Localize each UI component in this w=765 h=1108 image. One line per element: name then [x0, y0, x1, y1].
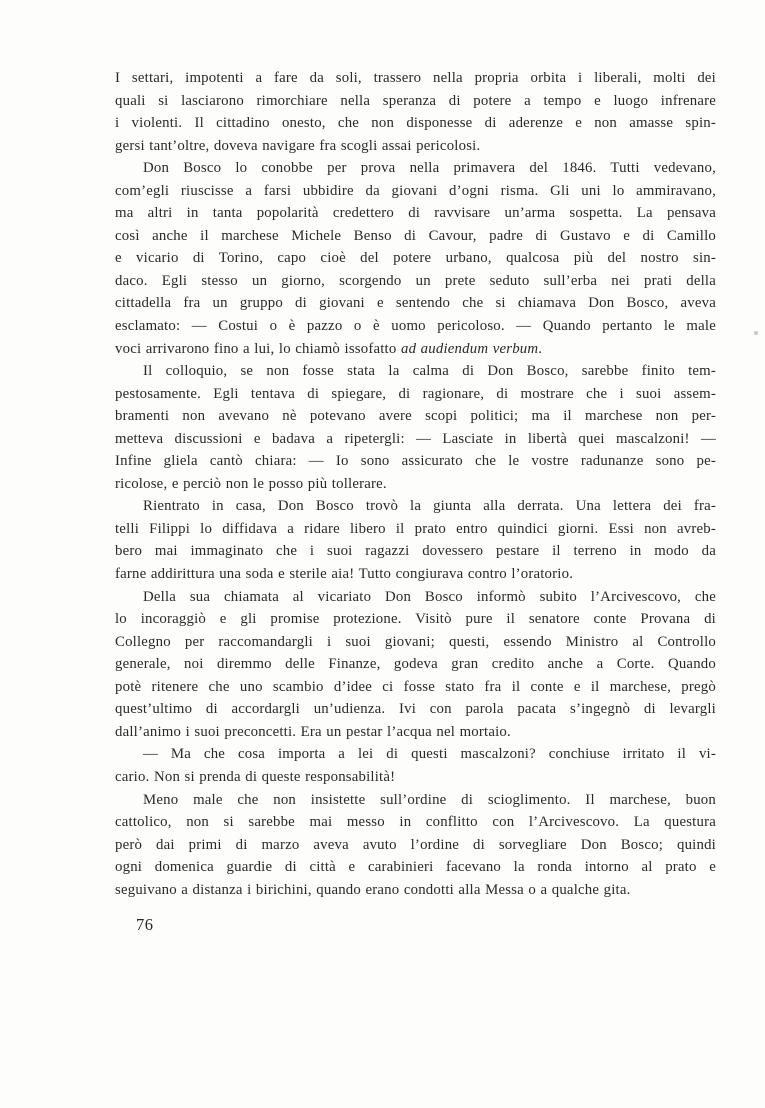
text-line: e vicario di Torino, capo cioè del potere urbano, qualcosa più del nostro sin- — [115, 250, 716, 267]
text-line: daco. Egli stesso un giorno, scorgendo un prete seduto sull’erba nei prati della — [115, 272, 716, 289]
scan-speck-artifact — [754, 331, 758, 335]
text-line: bero mai immaginato che i suoi ragazzi dovessero pestare il terreno in modo da — [115, 543, 716, 560]
text-line: quali si lasciarono rimorchiare nella speranza di potere a tempo e luogo infrenare — [115, 92, 716, 109]
paragraph — [115, 743, 716, 788]
text-line: cario. Non si prenda di queste responsabilità! — [115, 768, 396, 785]
paragraph — [115, 789, 716, 902]
text-segment: . — [538, 340, 543, 357]
paragraph — [115, 495, 716, 585]
text-line: gersi tant’oltre, doveva navigare fra scogli assai pericolosi. — [115, 137, 481, 154]
paragraph — [115, 360, 716, 495]
text-line: Il colloquio, se non fosse stata la calma di Don Bosco, sarebbe finito tem- — [143, 363, 716, 380]
text-line: esclamato: — Costui o è pazzo o è uomo pericoloso. — Quando pertanto le male — [115, 318, 716, 335]
paragraph — [115, 586, 716, 744]
text-segment: voci arrivarono fino a lui, lo chiamò issofatto — [115, 340, 401, 357]
text-line: generale, noi diremmo delle Finanze, godeva gran credito anche a Corte. Quando — [115, 656, 716, 673]
text-line: Collegno per raccomandargli i suoi giovani; questi, essendo Ministro al Controllo — [115, 633, 716, 650]
text-line: Della sua chiamata al vicariato Don Bosco informò subito l’Arcivescovo, che — [143, 588, 716, 605]
text-line: però dai primi di marzo aveva avuto l’ordine di sorvegliare Don Bosco; quindi — [115, 836, 716, 853]
text-line: farne addirittura una soda e sterile aia! Tutto congiurava contro l’oratorio. — [115, 566, 574, 583]
paragraph — [115, 67, 716, 157]
text-line: cittadella fra un gruppo di giovani e sentendo che si chiamava Don Bosco, aveva — [115, 295, 716, 312]
text-line: Don Bosco lo conobbe per prova nella primavera del 1846. Tutti vedevano, — [143, 160, 716, 177]
text-line: Infine gliela cantò chiara: — Io sono assicurato che le vostre radunanze sono pe- — [115, 453, 716, 470]
text-line: ma altri in tanta popolarità credettero di ravvisare un’arma sospetta. La pensava — [115, 205, 716, 222]
text-block — [115, 67, 716, 901]
text-line: Rientrato in casa, Don Bosco trovò la giunta alla derrata. Una lettera dei fra- — [143, 498, 716, 515]
text-line: ricolose, e perciò non le posso più tollerare. — [115, 475, 387, 492]
text-line: metteva discussioni e badava a ripetergli: — Lasciate in libertà quei mascalzoni! — — [115, 430, 716, 447]
text-line: dall’animo i suoi preconcetti. Era un pestar l’acqua nel mortaio. — [115, 723, 511, 740]
text-line: quest’ultimo di accordargli un’udienza. Ivi con parola pacata s’ingegnò di levargli — [115, 701, 716, 718]
page-number: 76 — [136, 915, 154, 934]
text-line: seguivano a distanza i birichini, quando erano condotti alla Messa o a qualche gita. — [115, 881, 631, 898]
text-line: Meno male che non insistette sull’ordine di scioglimento. Il marchese, buon — [143, 791, 716, 808]
text-line: potè ritenere che uno scambio d’idee ci fosse stato fra il conte e il marchese, pregò — [115, 678, 716, 695]
text-line: lo incoraggiò e gli promise protezione. Visitò pure il senatore conte Provana di — [115, 611, 716, 628]
text-line: I settari, impotenti a fare da soli, trassero nella propria orbita i liberali, molti dei — [115, 70, 716, 86]
text-line: cattolico, non si sarebbe mai messo in conflitto con l’Arcivescovo. La questura — [115, 814, 716, 831]
text-line — [115, 338, 716, 361]
text-line: telli Filippi lo diffidava a ridare libero il prato entro quindici giorni. Essi non avreb- — [115, 520, 716, 537]
text-line: — Ma che cosa importa a lei di questi mascalzoni? conchiuse irritato il vi- — [143, 746, 716, 763]
italic-latin-phrase: ad audiendum verbum — [400, 340, 539, 357]
text-line: com’egli riuscisse a farsi ubbidire da giovani d’ogni risma. Gli uni lo ammiravano, — [115, 182, 716, 199]
paragraph — [115, 157, 716, 360]
text-line: bramenti non avevano nè potevano avere scopi politici; ma il marchese non per- — [115, 408, 716, 425]
text-line: ogni domenica guardie di città e carabinieri facevano la ronda intorno al prato e — [115, 859, 716, 876]
text-line: pestosamente. Egli tentava di spiegare, di ragionare, di mostrare che i suoi assem- — [115, 385, 716, 402]
text-line: i violenti. Il cittadino onesto, che non disponesse di aderenze e non amasse spin- — [115, 115, 716, 132]
text-line: così anche il marchese Michele Benso di Cavour, padre di Gustavo e di Camillo — [115, 227, 716, 244]
